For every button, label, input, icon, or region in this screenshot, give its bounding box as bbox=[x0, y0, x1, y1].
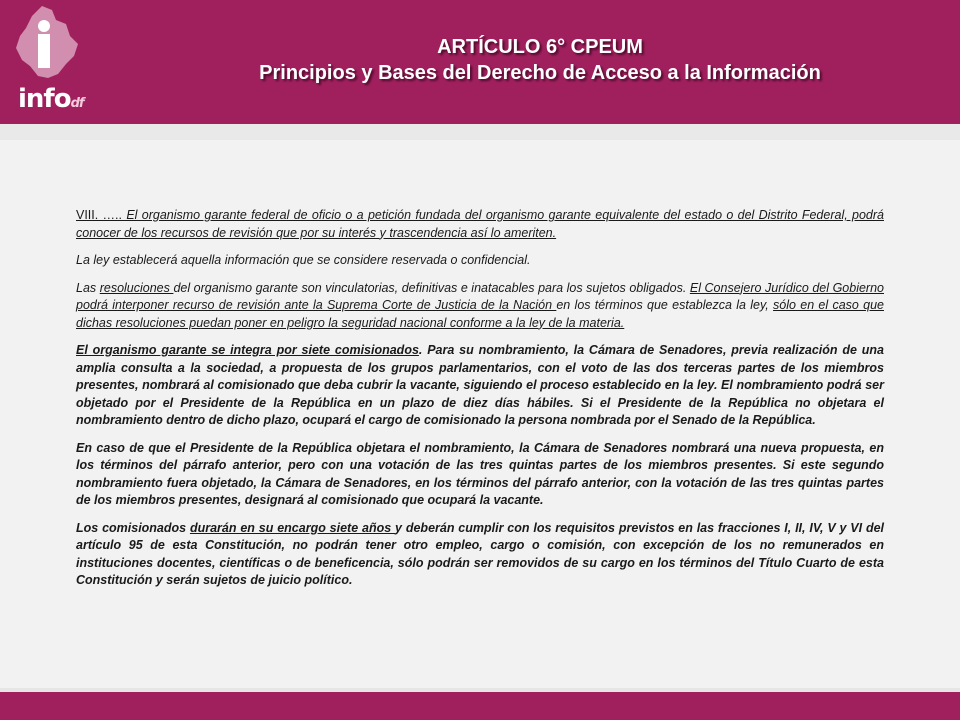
title-block bbox=[160, 34, 920, 86]
paragraph-3 bbox=[76, 280, 884, 333]
p3-d: El Consejero Jurídico del Gobierno podrá interponer recurso de revisión ante la Suprema Corte de Justicia de la Nación bbox=[76, 280, 884, 312]
paragraph-1-text: El organismo garante federal de oficio o a petición fundada del organismo garante equivalente del estado o del Distrito Federal, podrá conocer de los recursos de revisión que por su interés y trascendencia así lo ameriten. bbox=[76, 208, 884, 240]
p4-b: . Para su nombramiento, la Cámara de Senadores, previa realización de una amplia consulta a la sociedad, a propuesta de los grupos parlamentarios, con el voto de las dos terceras partes de los miembros presentes, nombrará al comisionado que deba cubrir la vacante, siguiendo el proceso establecido en la ley. El nombramiento podrá ser objetado por el Presidente de la República en un plazo de diez días hábiles. Si el Presidente de la República no objetara el nombramiento dentro de dicho plazo, ocupará el cargo de comisionado la persona nombrada por el Senado de la República. bbox=[76, 343, 884, 427]
p4-a: El organismo garante se integra por siete comisionados bbox=[76, 343, 419, 357]
header-bar bbox=[0, 0, 960, 124]
page-subtitle: Principios y Bases del Derecho de Acceso a la Información bbox=[259, 62, 821, 84]
p3-f: sólo en el caso que dichas resoluciones puedan poner en peligro la seguridad nacional conforme a la ley de la materia. bbox=[76, 298, 884, 330]
header-divider bbox=[0, 124, 960, 140]
paragraph-6 bbox=[76, 520, 884, 590]
p3-c: del organismo garante son vinculatorias, definitivas e inatacables para los sujetos obligados. bbox=[173, 280, 690, 295]
paragraph-2: La ley establecerá aquella información que se considere reservada o confidencial. bbox=[76, 253, 531, 267]
fraction-label: VIII. ….. bbox=[76, 208, 122, 222]
footer-bar bbox=[0, 692, 960, 720]
p6-a: Los comisionados bbox=[76, 520, 190, 535]
p6-b: durarán en su encargo siete años bbox=[189, 520, 396, 535]
p3-b: resoluciones bbox=[99, 280, 174, 295]
paragraph-1 bbox=[76, 207, 884, 242]
logo-wordmark bbox=[18, 84, 84, 114]
logo-text: info bbox=[18, 84, 71, 114]
paragraph-4 bbox=[76, 342, 884, 430]
page-title: ARTÍCULO 6° CPEUM bbox=[437, 36, 643, 58]
article-text bbox=[76, 207, 884, 600]
p3-e: en los términos que establezca la ley, bbox=[556, 298, 774, 312]
infodf-logo bbox=[8, 4, 88, 118]
p6-c: y deberán cumplir con los requisitos previstos en las fracciones I, II, IV, V y VI del artículo 95 de esta Constitución, no podrán tener otro empleo, cargo o comisión, con excepción de los no remunerados en instituciones docentes, científicas o de beneficencia, sólo podrán ser removidos de su cargo en los términos del Título Cuarto de esta Constitución y serán sujetos de juicio político. bbox=[76, 520, 885, 587]
logo-suffix: df bbox=[70, 96, 84, 111]
paragraph-5: En caso de que el Presidente de la República objetara el nombramiento, la Cámara de Senadores nombrará una nueva propuesta, en los términos del párrafo anterior, pero con una votación de las tres quintas partes de los miembros presentes. Si este segundo nombramiento fuera objetado, la Cámara de Senadores, en los términos del párrafo anterior, con la votación de las tres quintas partes de los miembros presentes, designará al comisionado que ocupará la vacante. bbox=[76, 440, 884, 507]
p3-a: Las bbox=[76, 280, 100, 295]
mexico-city-map-icon bbox=[8, 4, 88, 88]
